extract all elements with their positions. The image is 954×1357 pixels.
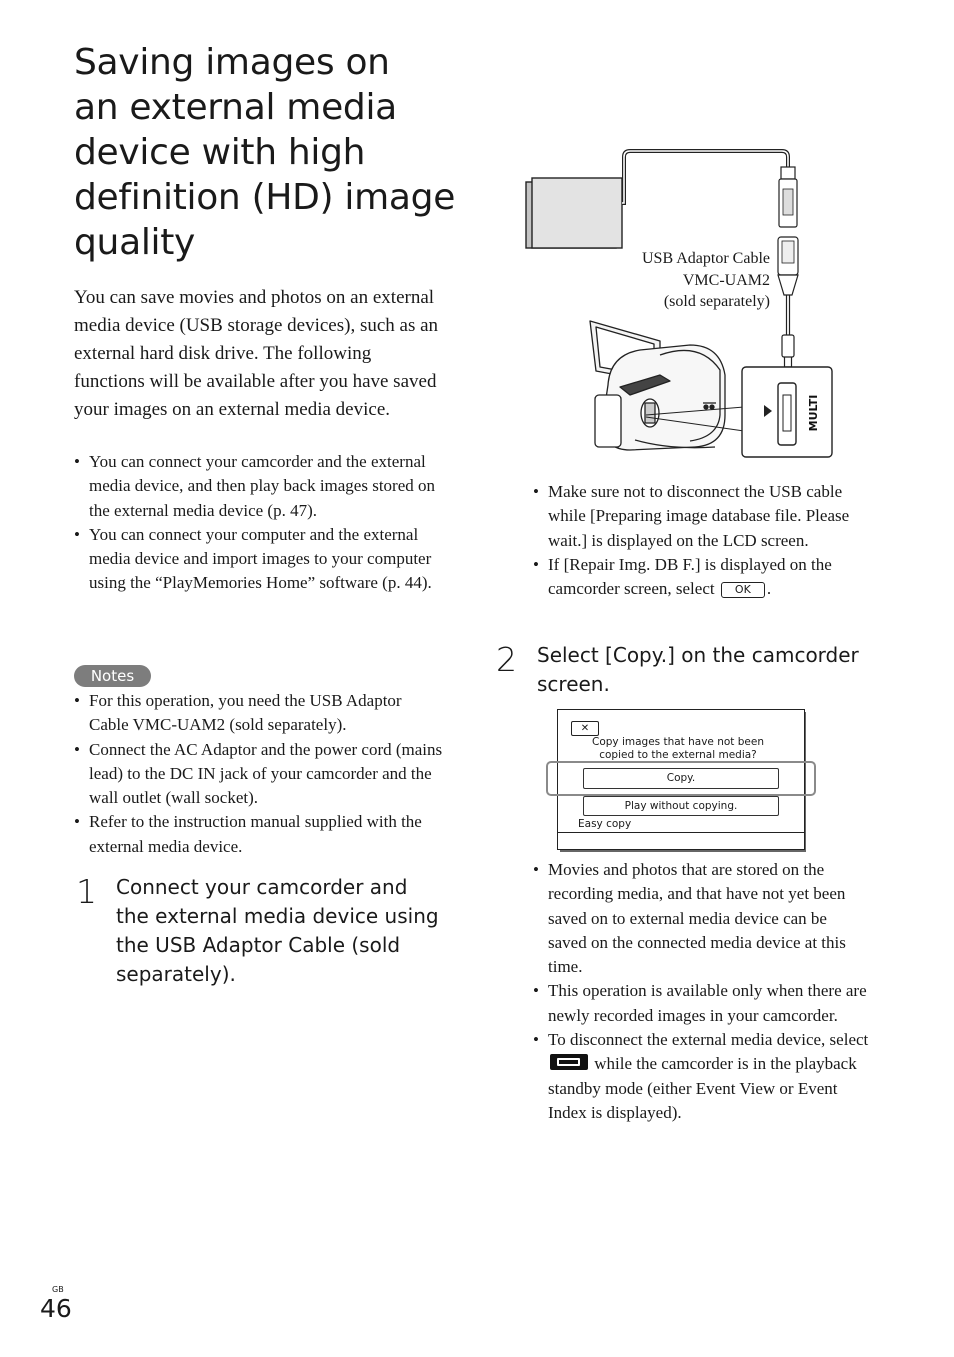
list-item: • You can connect your camcorder and the external media device, and then play back images stored on the external media device (p. 47). — [74, 450, 454, 523]
title-line: an external media — [74, 87, 397, 128]
port-label: MULTI — [807, 394, 820, 432]
cable-label-line: USB Adaptor Cable — [642, 250, 770, 267]
connection-notes-list — [533, 480, 863, 601]
screen-message-line: Copy images that have not been — [591, 736, 765, 748]
intro-bullet-list — [74, 450, 454, 596]
list-item — [533, 553, 863, 602]
usb-plug-icon — [779, 167, 797, 227]
title-line: device with high — [74, 132, 366, 173]
copy-button[interactable]: Copy. — [583, 768, 779, 789]
intro-paragraph: You can save movies and photos on an external media device (USB storage devices), such as an external hard disk drive. The following functions will be available after you have saved your images on an external media device. — [74, 287, 439, 420]
copy-notes-list — [533, 858, 869, 1125]
notes-badge: Notes — [74, 665, 151, 687]
notes-list — [74, 689, 444, 859]
page-number: 46 — [40, 1294, 72, 1323]
copy-highlight-frame — [546, 761, 816, 796]
step-number: 2 — [496, 640, 517, 679]
step-instruction: Connect your camcorder and the external media device using the USB Adaptor Cable (sold separately). — [116, 875, 439, 986]
list-item-text: If [Repair Img. DB F.] is displayed on the camcorder screen, select — [548, 554, 832, 599]
external-media-device-icon — [526, 178, 622, 248]
screen-footer-label: Easy copy — [578, 818, 632, 830]
divider — [558, 832, 804, 833]
list-item — [533, 1028, 869, 1125]
screen-message — [578, 736, 778, 762]
step-number: 1 — [76, 872, 97, 911]
ok-button-glyph: OK — [721, 582, 765, 598]
device-cable — [622, 151, 788, 203]
multi-port-zoom-icon — [742, 367, 832, 457]
page-title — [74, 40, 474, 265]
list-item-text: To disconnect the external media device, select — [548, 1030, 869, 1050]
close-button[interactable]: ✕ — [571, 721, 599, 736]
list-item: • Movies and photos that are stored on the recording media, and that have not yet been saved on to external media device can be saved on the connected media device at this time. — [533, 858, 869, 979]
title-line: quality — [74, 222, 196, 263]
list-item-text: while the camcorder is in the playback standby mode (either Event View or Event Index is displayed). — [548, 1054, 857, 1122]
camcorder-icon — [590, 321, 725, 450]
list-item: • Make sure not to disconnect the USB cable while [Preparing image database file. Please wait.] is displayed on the LCD screen. — [533, 480, 863, 553]
title-line: Saving images on — [74, 42, 390, 83]
camera-mode-icon — [549, 1052, 589, 1072]
list-item-text: . — [766, 579, 772, 599]
list-item: • Refer to the instruction manual supplied with the external media device. — [74, 810, 444, 859]
play-without-copying-button[interactable]: Play without copying. — [583, 796, 779, 816]
list-item: • You can connect your computer and the external media device and import images to your computer using the “PlayMemories Home” software (p. 44). — [74, 523, 454, 596]
list-item: • Connect the AC Adaptor and the power cord (mains lead) to the DC IN jack of your camcorder and the wall outlet (wall socket). — [74, 738, 444, 811]
usb-adaptor-icon — [778, 237, 798, 367]
cable-label-line: (sold separately) — [663, 293, 770, 310]
title-line: definition (HD) image — [74, 177, 456, 218]
cable-label-line: VMC-UAM2 — [682, 271, 770, 289]
region-code: GB — [52, 1285, 64, 1294]
step-instruction: Select [Copy.] on the camcorder screen. — [537, 643, 859, 696]
list-item: • For this operation, you need the USB Adaptor Cable VMC-UAM2 (sold separately). — [74, 689, 444, 738]
screen-message-line: copied to the external media? — [599, 749, 757, 761]
list-item: • This operation is available only when there are newly recorded images in your camcorder. — [533, 979, 869, 1028]
usb-cable-label — [600, 248, 770, 313]
